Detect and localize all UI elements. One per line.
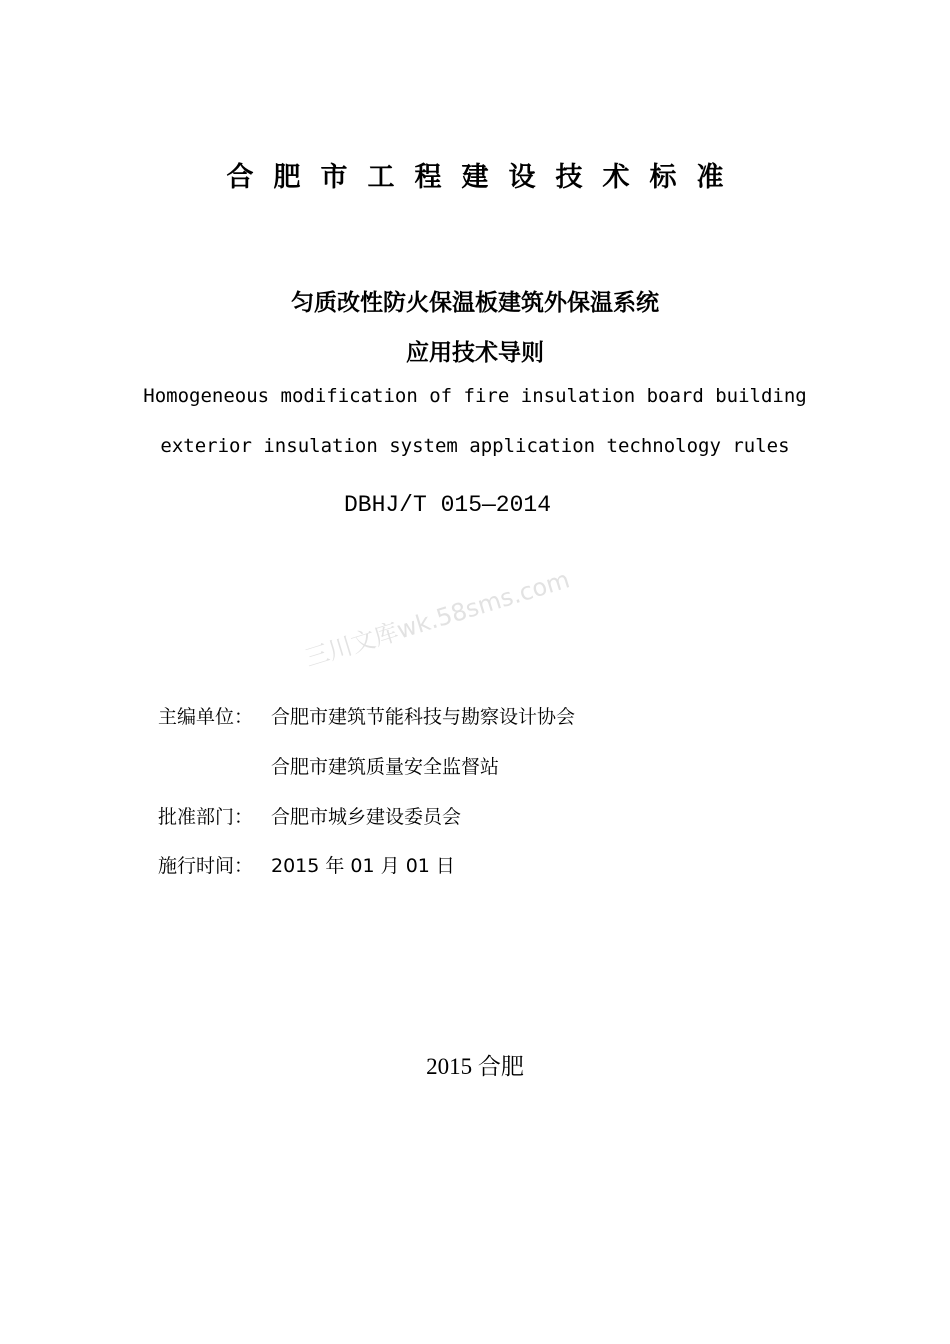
english-title-line-1: Homogeneous modification of fire insulation board building [143, 385, 807, 407]
effective-date-row [158, 851, 455, 878]
approver-label: 批准部门： [158, 806, 254, 828]
editor-1: 合肥市建筑节能科技与勘察设计协会 [271, 706, 576, 728]
series-title: 合肥市工程建设技术标准 [226, 162, 744, 193]
editor-2: 合肥市建筑质量安全监督站 [271, 756, 500, 778]
chinese-title-line-1: 匀质改性防火保温板建筑外保温系统 [291, 290, 659, 316]
approver-row [158, 802, 461, 829]
english-title-line-2: exterior insulation system application technology rules [160, 435, 790, 457]
effective-label: 施行时间： [158, 855, 254, 877]
watermark: 三川文库wk.58sms.com [301, 565, 573, 673]
effective-date: 2015 年 01 月 01 日 [271, 855, 455, 877]
editor-row-2 [271, 752, 499, 779]
editor-label: 主编单位： [158, 706, 254, 728]
editor-row [158, 702, 575, 729]
approver: 合肥市城乡建设委员会 [271, 806, 462, 828]
standard-code: DBHJ/T 015—2014 [343, 492, 552, 518]
chinese-title-line-2: 应用技术导则 [406, 340, 544, 366]
footer-year-place: 2015 合肥 [426, 1054, 524, 1079]
